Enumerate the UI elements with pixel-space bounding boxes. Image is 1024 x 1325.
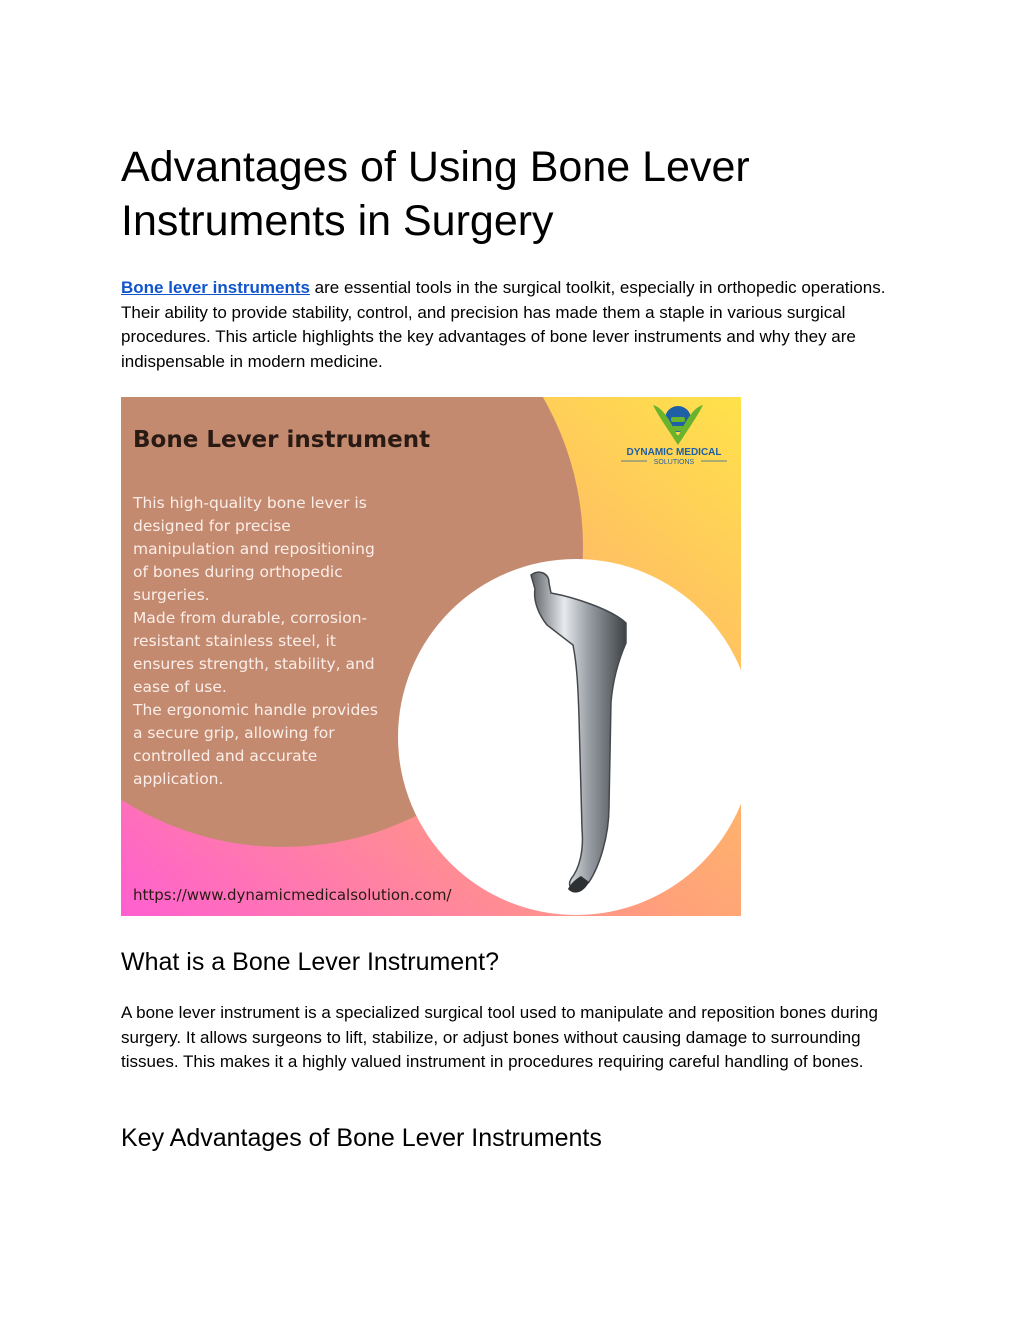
banner-heading: Bone Lever instrument: [133, 427, 431, 453]
section-paragraph-what-is: A bone lever instrument is a specialized surgical tool used to manipulate and reposition bones during surgery. It allows surgeons to lift, stabilize, or adjust bones without causing damage to surrounding tissues. This makes it a highly valued instrument in procedures requiring careful handling of bones.: [121, 1003, 878, 1071]
banner-description-line: of bones during orthopedic: [133, 563, 343, 581]
banner-description-line: This high-quality bone lever is: [133, 494, 367, 512]
banner-description-line: a secure grip, allowing for: [133, 724, 335, 742]
intro-text: are essential tools in the surgical toolkit, especially in orthopedic operations. Their ability to provide stability, control, and precision has made them a staple in various surgical procedures. This article highlights the key advantages of bone lever instruments and why they are indispensable in modern medicine.: [121, 278, 886, 371]
banner-description-line: ensures strength, stability, and: [133, 655, 375, 673]
section-heading-key-advantages: Key Advantages of Bone Lever Instruments: [121, 1124, 602, 1152]
logo-line1: DYNAMIC MEDICAL: [626, 447, 722, 458]
banner-description-line: controlled and accurate: [133, 747, 318, 765]
banner-description-line: manipulation and repositioning: [133, 540, 375, 558]
product-banner-image: [121, 397, 741, 916]
banner-description-line: ease of use.: [133, 678, 227, 696]
banner-description-line: designed for precise: [133, 517, 291, 535]
banner-description-line: application.: [133, 770, 224, 788]
logo-line2: SOLUTIONS: [653, 459, 695, 466]
page-title: Advantages of Using Bone Lever Instruments in Surgery: [121, 143, 750, 245]
section-heading-what-is: What is a Bone Lever Instrument?: [121, 948, 499, 976]
intro-paragraph: [121, 276, 911, 374]
banner-description-line: Made from durable, corrosion-: [133, 609, 368, 627]
banner-description-line: surgeries.: [133, 586, 210, 604]
banner-url: https://www.dynamicmedicalsolution.com/: [133, 886, 452, 904]
bone-lever-instruments-link[interactable]: Bone lever instruments: [121, 278, 310, 297]
banner-description-line: The ergonomic handle provides: [133, 701, 378, 719]
banner-description-line: resistant stainless steel, it: [133, 632, 336, 650]
